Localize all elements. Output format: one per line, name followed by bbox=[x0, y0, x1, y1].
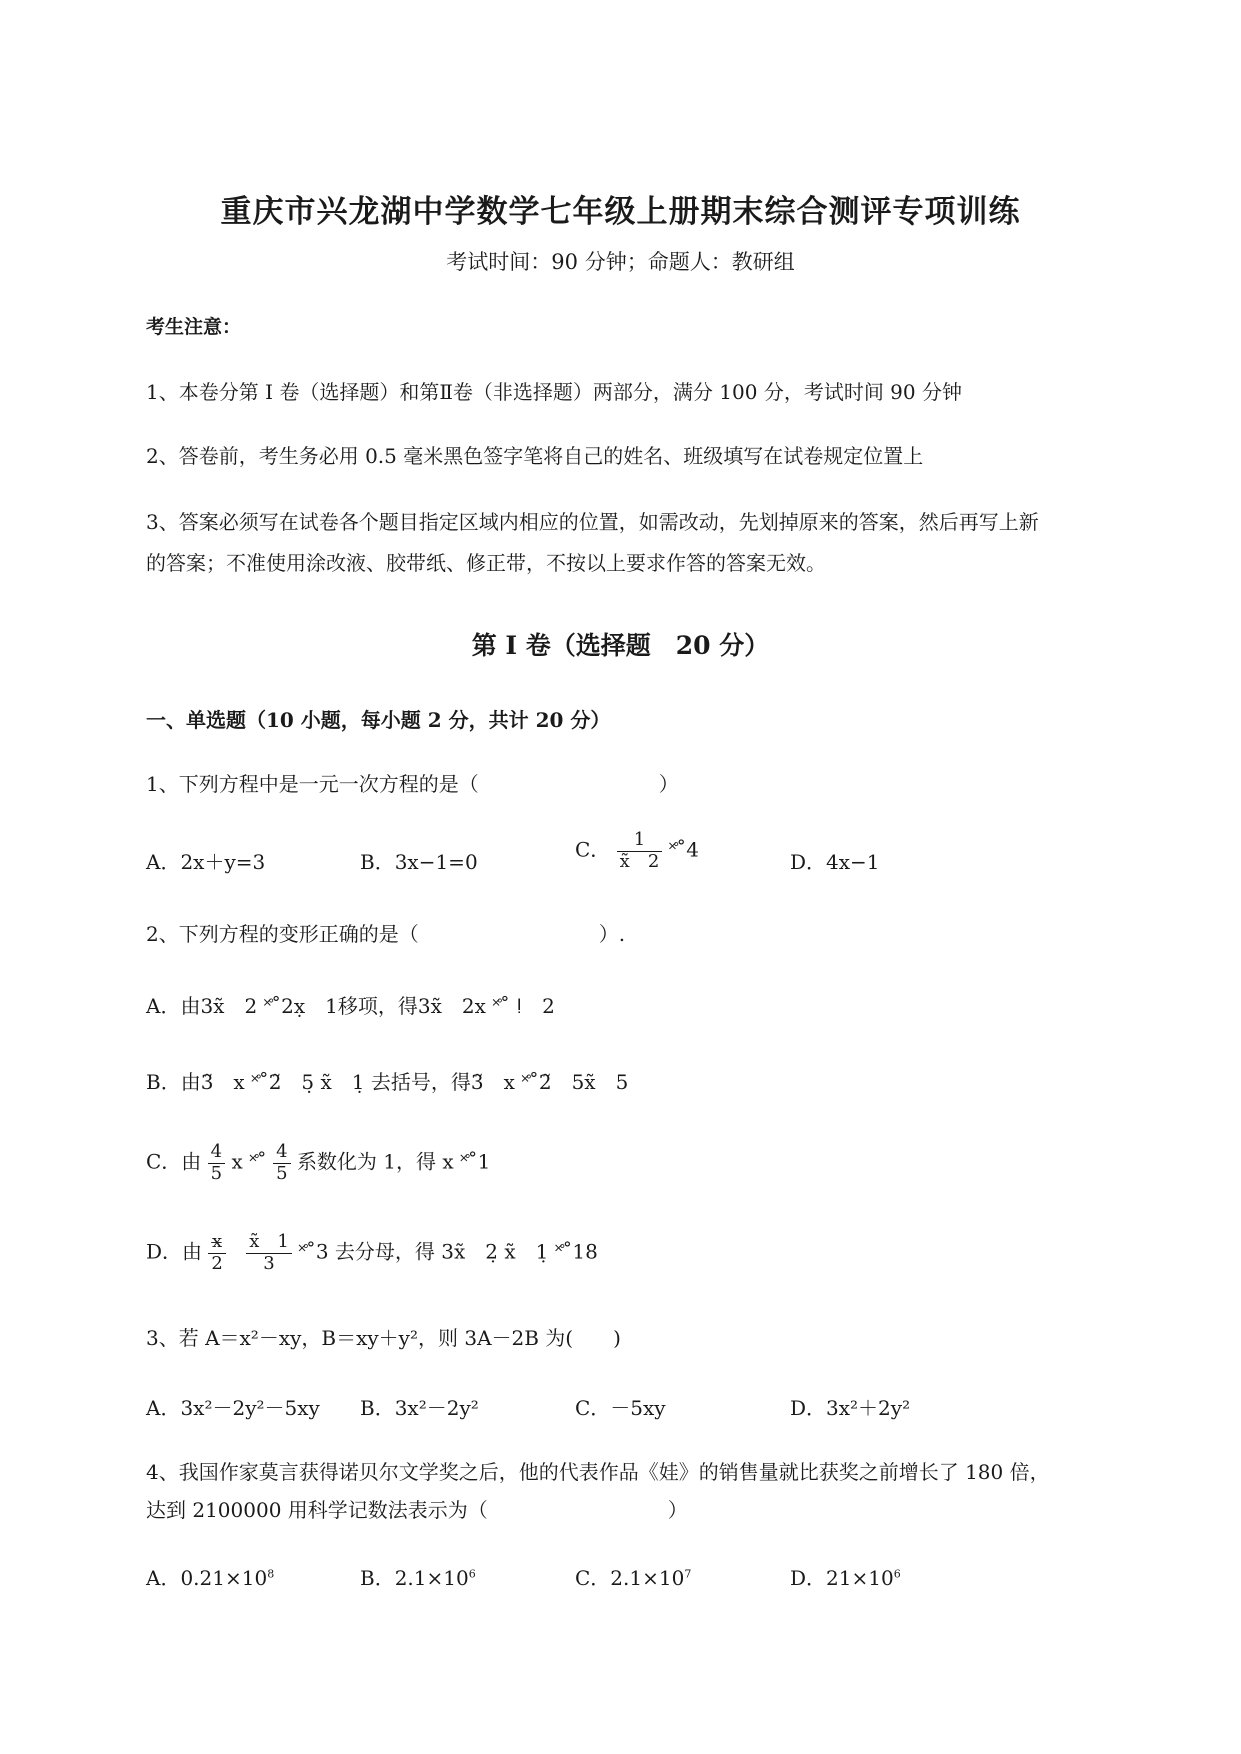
q2-option-d-rest: ˟̊˚3 去分母，得 3x̃ 2̣ x̃ 1̣ ˟̊˚18 bbox=[298, 1239, 598, 1264]
q3-option-b: B．3x²－2y² bbox=[360, 1396, 479, 1420]
q4-option-a-exponent: 8 bbox=[267, 1567, 275, 1581]
fraction-denominator: 3 bbox=[263, 1252, 275, 1274]
q4-option-b-base: B．2.1×10 bbox=[360, 1566, 469, 1590]
q2-option-d-label: D．由 bbox=[146, 1239, 203, 1264]
fraction-numerator: 4 bbox=[273, 1142, 290, 1164]
q2-option-c-fraction-1 bbox=[208, 1142, 225, 1184]
q4-option-b bbox=[360, 1562, 476, 1591]
q1-option-c-rest: ˟̊˚4 bbox=[668, 837, 700, 862]
q2-option-b: B．由3̃ x ˟̊˚2̃ 5̣ x̃ 1̣ 去括号，得3̃ x ˟̊˚2̃ 5x̃ 5 bbox=[146, 1070, 629, 1094]
fraction-denominator: 5 bbox=[276, 1162, 288, 1184]
part-heading: 一、单选题（10 小题，每小题 2 分，共计 20 分） bbox=[146, 708, 611, 732]
notice-heading: 考生注意： bbox=[146, 316, 242, 338]
q2-option-c-fraction-2 bbox=[273, 1142, 290, 1184]
q2-option-c bbox=[146, 1142, 490, 1184]
q4-option-d bbox=[790, 1562, 901, 1591]
q1-option-c-fraction bbox=[617, 830, 663, 872]
q4-option-a bbox=[146, 1562, 274, 1591]
notice-item-2: 2、答卷前，考生务必用 0.5 毫米黑色签字笔将自己的姓名、班级填写在试卷规定位置上 bbox=[146, 444, 924, 468]
q4-option-c bbox=[575, 1562, 691, 1591]
q2-option-a: A．由3x̃ 2 ˟̊˚2x̣ 1移项，得3x̃ 2x ˟̊˚ ǃ 2 bbox=[146, 994, 555, 1018]
q1-option-c-label: C． bbox=[575, 837, 611, 862]
fraction-denominator: 2 bbox=[211, 1252, 223, 1274]
q4-option-d-base: D．21×10 bbox=[790, 1566, 894, 1590]
q2-option-d-fraction-2 bbox=[246, 1232, 292, 1274]
question-3-stem: 3、若 A＝x²－xy，B＝xy＋y²，则 3A－2B 为( ) bbox=[146, 1326, 621, 1350]
q3-option-c: C．－5xy bbox=[575, 1396, 666, 1420]
q2-option-d-fraction-1 bbox=[208, 1232, 225, 1274]
q1-option-b: B．3x−1=0 bbox=[360, 850, 478, 874]
question-4-stem-line-2: 达到 2100000 用科学记数法表示为（ ） bbox=[146, 1498, 688, 1522]
question-1-stem: 1、下列方程中是一元一次方程的是（ ） bbox=[146, 772, 679, 796]
fraction-denominator: x̃ 2 bbox=[619, 850, 660, 872]
notice-item-1: 1、本卷分第 I 卷（选择题）和第Ⅱ卷（非选择题）两部分，满分 100 分，考试时间 90 分钟 bbox=[146, 380, 962, 404]
notice-item-3: 3、答案必须写在试卷各个题目指定区域内相应的位置，如需改动，先划掉原来的答案，然后再写上新 bbox=[146, 510, 1039, 534]
section-title: 第 I 卷（选择题 20 分） bbox=[471, 631, 770, 660]
q2-option-d bbox=[146, 1232, 598, 1274]
exam-info: 考试时间：90 分钟；命题人：教研组 bbox=[446, 250, 795, 274]
fraction-denominator: 5 bbox=[210, 1162, 223, 1184]
q3-option-d: D．3x²＋2y² bbox=[790, 1396, 911, 1420]
q4-option-a-base: A．0.21×10 bbox=[146, 1566, 268, 1590]
page-title: 重庆市兴龙湖中学数学七年级上册期末综合测评专项训练 bbox=[220, 194, 1021, 230]
q3-option-a: A．3x²－2y²－5xy bbox=[146, 1396, 320, 1420]
q1-option-a: A．2x＋y=3 bbox=[146, 850, 266, 874]
question-4-stem-line-1: 4、我国作家莫言获得诺贝尔文学奖之后，他的代表作品《娃》的销售量就比获奖之前增长了 180 倍， bbox=[146, 1460, 1050, 1484]
fraction-numerator: 1 bbox=[617, 830, 663, 852]
q2-option-c-rest: 系数化为 1，得 x ˟̊˚1 bbox=[296, 1149, 491, 1174]
q4-option-c-base: C．2.1×10 bbox=[575, 1566, 685, 1590]
q1-option-d: D．4x−1 bbox=[790, 850, 880, 874]
notice-item-3-cont: 的答案；不准使用涂改液、胶带纸、修正带，不按以上要求作答的答案无效。 bbox=[146, 551, 826, 575]
q4-option-c-exponent: 7 bbox=[684, 1567, 692, 1581]
question-2-stem: 2、下列方程的变形正确的是（ ）. bbox=[146, 922, 626, 946]
fraction-numerator: x̶ bbox=[208, 1232, 225, 1254]
q4-option-d-exponent: 6 bbox=[893, 1567, 901, 1581]
q2-option-c-mid: x ˟̊˚ bbox=[231, 1149, 267, 1174]
q2-option-c-label: C．由 bbox=[146, 1149, 202, 1174]
fraction-numerator: 4 bbox=[208, 1142, 225, 1164]
q4-option-b-exponent: 6 bbox=[468, 1567, 476, 1581]
q1-option-c bbox=[575, 830, 699, 872]
fraction-numerator: x̃ 1 bbox=[246, 1232, 292, 1254]
